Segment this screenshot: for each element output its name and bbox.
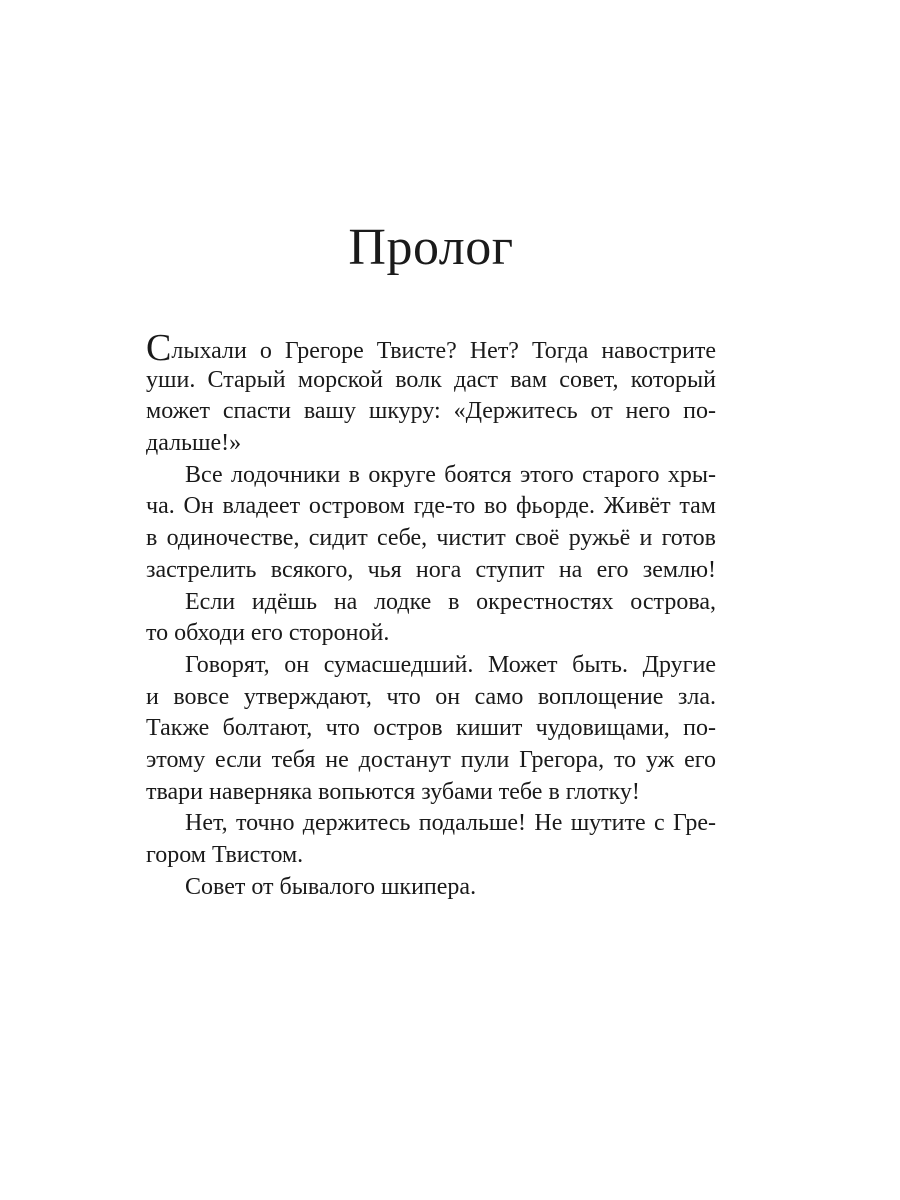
text-line: дальше!» — [146, 430, 242, 457]
text-line: то обходи его стороной. — [146, 620, 390, 647]
text-line: Если идёшь на лодке в окрестностях острова, — [185, 588, 716, 615]
text-line: ча. Он владеет островом где-то во фьорде. Живёт там — [146, 493, 716, 520]
text-line: Также болтают, что остров кишит чудовищами, по- — [146, 715, 716, 742]
text-line: Все лодочники в округе боятся этого старого хры- — [185, 461, 716, 488]
text-line: Совет от бывалого шкипера. — [185, 873, 477, 900]
line-text: лыхали о Грегоре Твисте? Нет? Тогда навострите — [171, 338, 716, 364]
body-text — [146, 333, 716, 903]
text-line: гором Твистом. — [146, 842, 304, 868]
text-line: может спасти вашу шкуру: «Держитесь от него по- — [146, 398, 716, 425]
drop-initial: С — [146, 333, 172, 365]
text-line: Говорят, он сумасшедший. Может быть. Другие — [185, 651, 716, 678]
chapter-title: Пролог — [348, 219, 514, 276]
text-line — [146, 333, 716, 365]
text-line: Нет, точно держитесь подальше! Не шутите с Гре- — [185, 810, 716, 837]
text-line: этому если тебя не достанут пули Грегора, то уж его — [146, 746, 716, 773]
text-line: и вовсе утверждают, что он само воплощение зла. — [146, 683, 716, 710]
text-line: в одиночестве, сидит себе, чистит своё ружьё и готов — [146, 525, 716, 552]
text-line: уши. Старый морской волк даст вам совет, который — [146, 366, 716, 393]
text-line: твари наверняка вопьются зубами тебе в глотку! — [146, 778, 640, 805]
text-line: застрелить всякого, чья нога ступит на его землю! — [146, 556, 716, 583]
